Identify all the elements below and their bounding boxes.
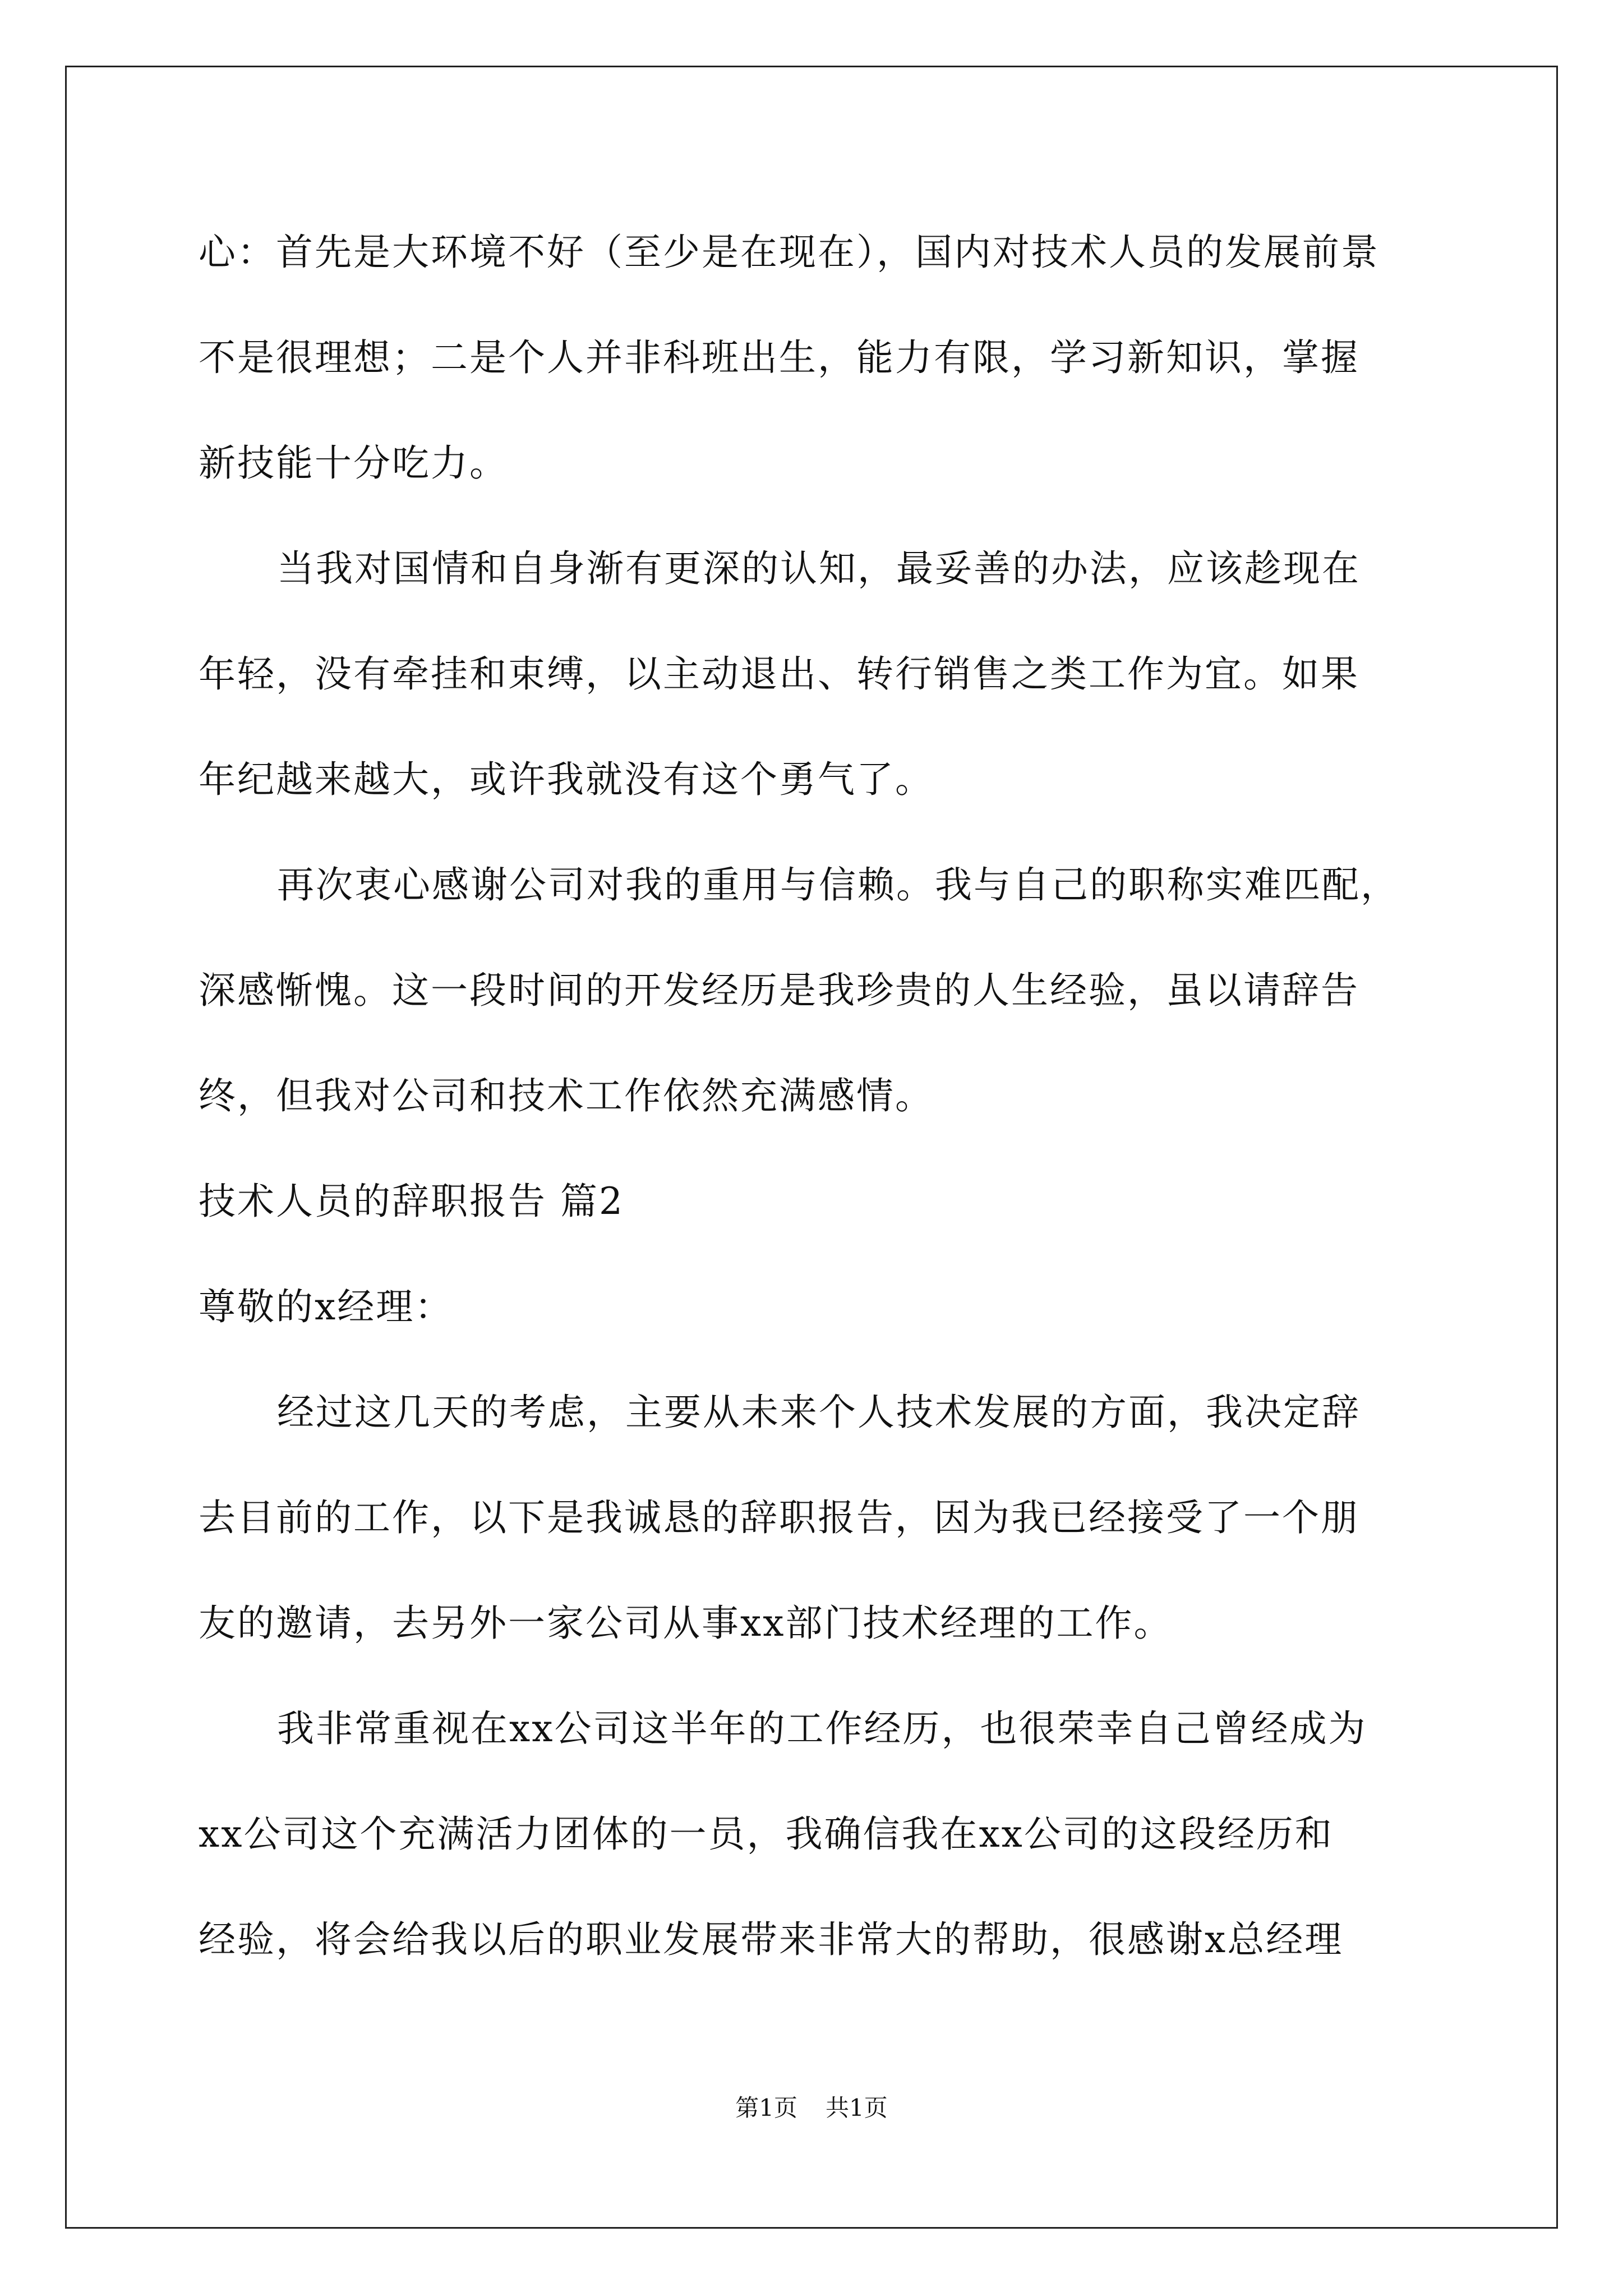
text-line: 尊敬的x经理： (199, 1285, 454, 1328)
page-footer (0, 2091, 1623, 2125)
text-line: 心：首先是大环境不好（至少是在现在），国内对技术人员的发展前景 (199, 231, 1380, 274)
text-line: 不是很理想；二是个人并非科班出生，能力有限，学习新知识，掌握 (199, 336, 1359, 379)
text-line: 终，但我对公司和技术工作依然充满感情。 (199, 1074, 934, 1117)
text-line: 经过这几天的考虑，主要从未来个人技术发展的方面，我决定辞 (277, 1391, 1361, 1434)
page-number: 第1页 (735, 2094, 797, 2122)
document-body (199, 219, 1436, 2012)
text-line: 年纪越来越大，或许我就没有这个勇气了。 (199, 758, 934, 801)
text-line: 去目前的工作，以下是我诚恳的辞职报告，因为我已经接受了一个朋 (199, 1496, 1359, 1539)
page-total: 共1页 (826, 2094, 888, 2122)
text-line: 友的邀请，去另外一家公司从事xx部门技术经理的工作。 (199, 1602, 1173, 1645)
text-line: 再次衷心感谢公司对我的重用与信赖。我与自己的职称实难匹配， (277, 863, 1399, 907)
text-line: 我非常重视在xx公司这半年的工作经历，也很荣幸自己曾经成为 (277, 1707, 1367, 1750)
text-line: 深感惭愧。这一段时间的开发经历是我珍贵的人生经验，虽以请辞告 (199, 969, 1359, 1012)
text-line: 当我对国情和自身渐有更深的认知，最妥善的办法，应该趁现在 (277, 547, 1361, 590)
text-line: xx公司这个充满活力团体的一员，我确信我在xx公司的这段经历和 (199, 1812, 1334, 1856)
text-line: 年轻，没有牵挂和束缚，以主动退出、转行销售之类工作为宜。如果 (199, 652, 1359, 696)
text-line: 技术人员的辞职报告 篇2 (199, 1180, 624, 1223)
text-line: 新技能十分吃力。 (199, 441, 508, 485)
text-line: 经验，将会给我以后的职业发展带来非常大的帮助，很感谢x总经理 (199, 1918, 1344, 1961)
